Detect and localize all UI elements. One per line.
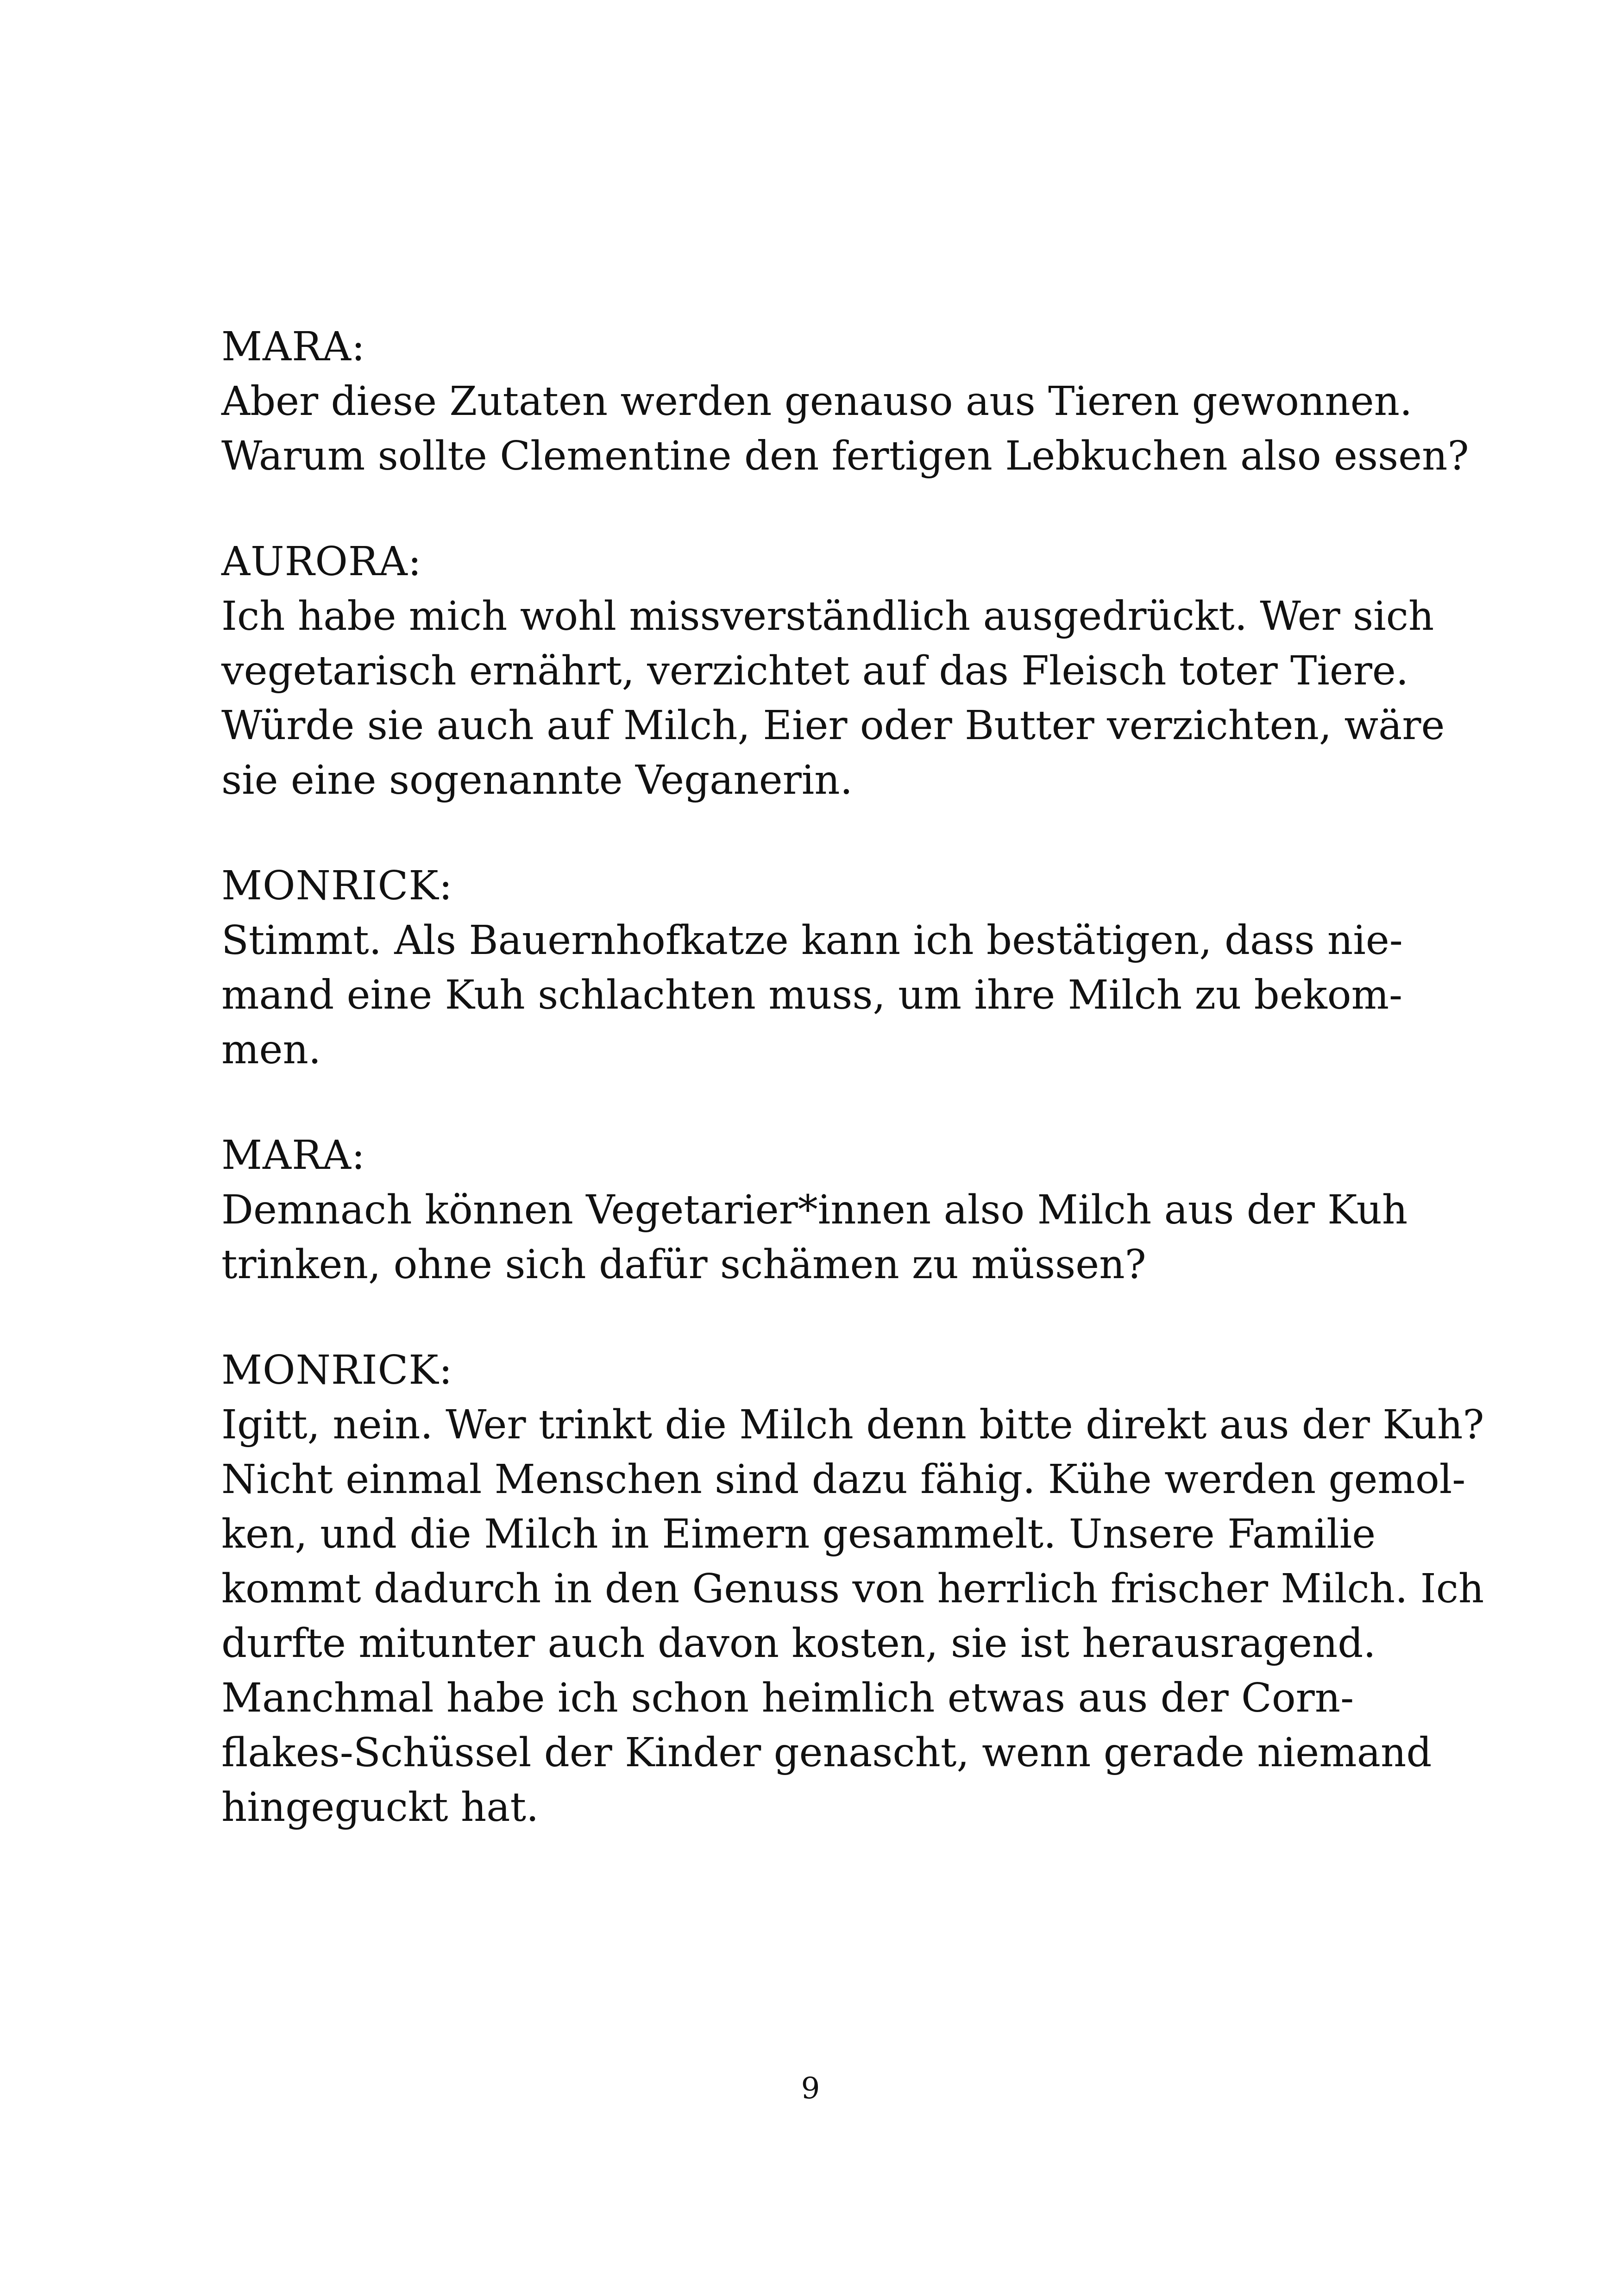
dialogue-line: Stimmt. Als Bauernhofkatze kann ich bestätigen, dass nie- [221, 917, 1403, 964]
speaker-name: AURORA: [221, 539, 422, 585]
speaker-name: MARA: [221, 324, 365, 370]
page-number: 9 [801, 2071, 820, 2106]
dialogue-line: Demnach können Vegetarier*innen also Milch aus der Kuh [221, 1187, 1408, 1233]
dialogue-line: flakes-Schüssel der Kinder genascht, wenn gerade niemand [221, 1730, 1432, 1776]
dialogue-line: Manchmal habe ich schon heimlich etwas aus der Corn- [221, 1675, 1354, 1721]
dialogue-block [221, 1128, 1407, 1292]
dialogue-line: men. [221, 1027, 321, 1073]
dialogue-line: Igitt, nein. Wer trinkt die Milch denn bitte direkt aus der Kuh? [221, 1402, 1484, 1448]
dialogue-block [221, 1343, 1484, 1835]
dialogue-line: Würde sie auch auf Milch, Eier oder Butter verzichten, wäre [221, 703, 1445, 749]
script-page-body [221, 320, 1484, 1886]
dialogue-line: vegetarisch ernährt, verzichtet auf das Fleisch toter Tiere. [221, 648, 1409, 694]
dialogue-line: Nicht einmal Menschen sind dazu fähig. Kühe werden gemol- [221, 1456, 1466, 1503]
dialogue-line: kommt dadurch in den Genuss von herrlich frischer Milch. Ich [221, 1566, 1484, 1612]
dialogue-block [221, 534, 1445, 808]
dialogue-line: trinken, ohne sich dafür schämen zu müssen? [221, 1242, 1146, 1288]
dialogue-line: sie eine sogenannte Veganerin. [221, 757, 853, 803]
dialogue-block [221, 859, 1407, 1077]
speaker-name: MARA: [221, 1132, 365, 1179]
dialogue-block [221, 320, 1469, 483]
dialogue-line: Warum sollte Clementine den fertigen Lebkuchen also essen? [221, 433, 1469, 479]
dialogue-line: hingeguckt hat. [221, 1784, 539, 1831]
dialogue-line: ken, und die Milch in Eimern gesammelt. Unsere Familie [221, 1511, 1376, 1557]
dialogue-line: mand eine Kuh schlachten muss, um ihre Milch zu bekom- [221, 972, 1403, 1018]
dialogue-line: Ich habe mich wohl missverständlich ausgedrückt. Wer sich [221, 593, 1434, 640]
dialogue-line: Aber diese Zutaten werden genauso aus Tieren gewonnen. [221, 378, 1413, 425]
speaker-name: MONRICK: [221, 863, 453, 909]
speaker-name: MONRICK: [221, 1347, 453, 1393]
dialogue-line: durfte mitunter auch davon kosten, sie ist herausragend. [221, 1620, 1376, 1667]
